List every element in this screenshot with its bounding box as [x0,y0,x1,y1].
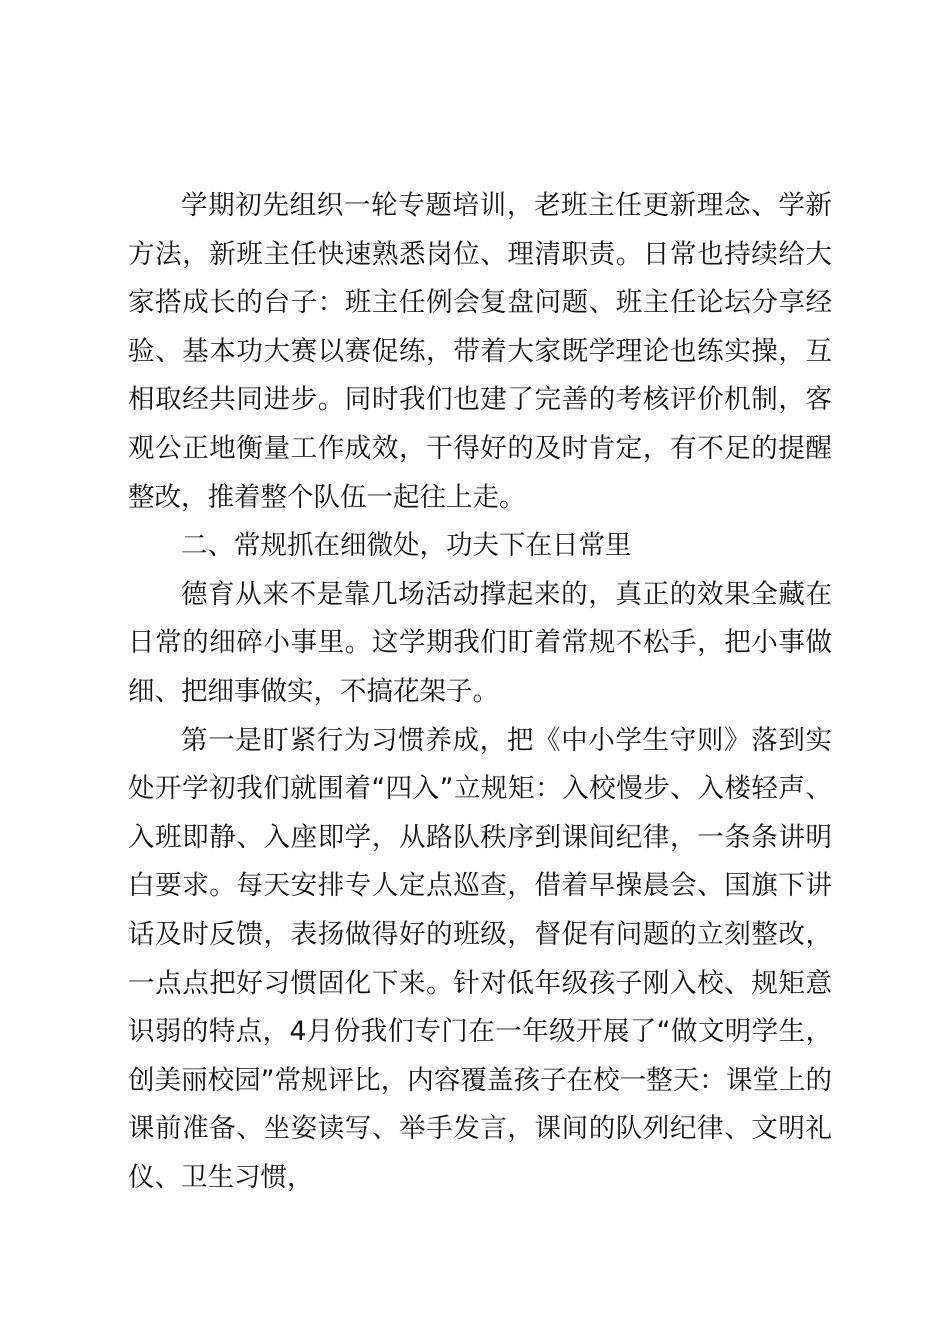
section-heading: 二、常规抓在细微处，功夫下在日常里 [181,530,632,562]
paragraph-training: 学期初先组织一轮专题培训，老班主任更新理念、学新方法，新班主任快速熟悉岗位、理清职责。日常也持续给大家搭成长的台子：班主任例会复盘问题、班主任论坛分享经验、基本功大赛以赛促练，带着大家既学理论也练实操，互相取经共同进步。同时我们也建了完善的考核评价机制，客观公正地衡量工作成效，干得好的及时肯定，有不足的提醒整改，推着整个队伍一起往上走。 [128,190,832,513]
paragraph-habits: 第一是盯紧行为习惯养成，把《中小学生守则》落到实处开学初我们就围着“四入”立规矩：入校慢步、入楼轻声、入班即静、入座即学，从路队秩序到课间纪律，一条条讲明白要求。每天安排专人定点巡查，借着早操晨会、国旗下讲话及时反馈，表扬做得好的班级，督促有问题的立刻整改，一点点把好习惯固化下来。针对低年级孩子刚入校、规矩意识弱的特点，4月份我们专门在一年级开展了“做文明学生，创美丽校园”常规评比，内容覆盖孩子在校一整天：课堂上的课前准备、坐姿读写、举手发言，课间的队列纪律、文明礼仪、卫生习惯， [128,724,832,1193]
document-body [128,182,832,1202]
paragraph-moral-education: 德育从来不是靠几场活动撑起来的，真正的效果全藏在日常的细碎小事里。这学期我们盯着常规不松手，把小事做细、把细事做实，不搞花架子。 [128,578,832,707]
